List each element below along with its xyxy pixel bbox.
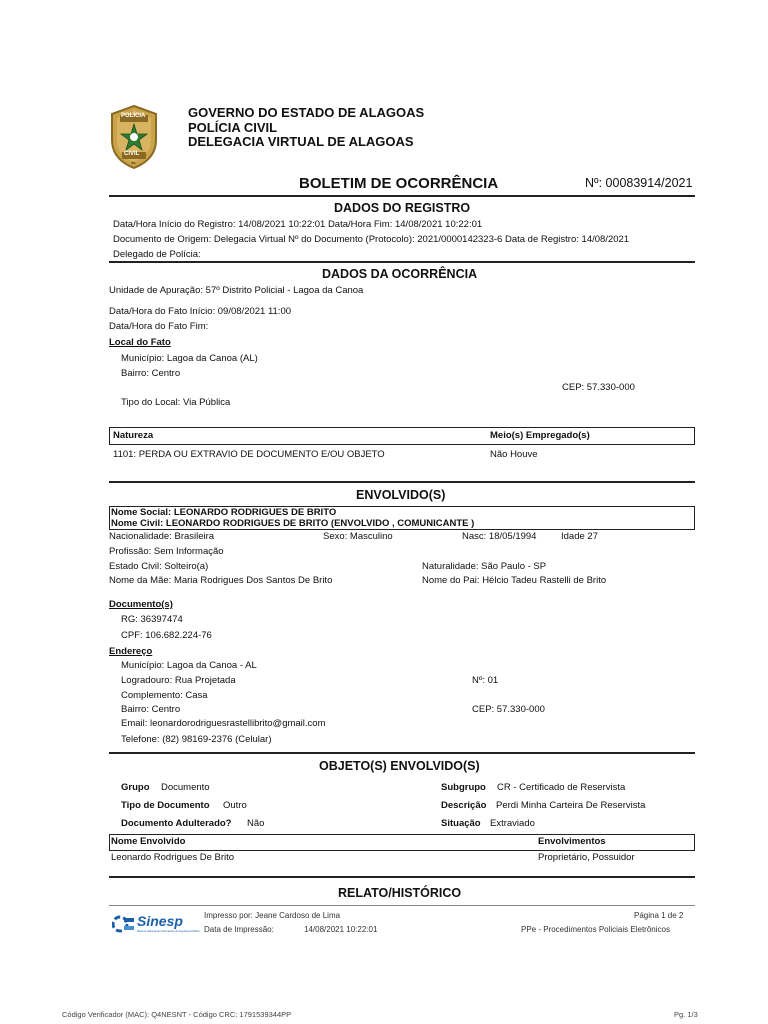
local-municipio: Município: Lagoa da Canoa (AL) [121,353,258,364]
divider [109,752,695,754]
endereco-title: Endereço [109,646,153,657]
email: Email: leonardorodriguesrastellibrito@gmail.com [121,718,326,729]
rg: RG: 36397474 [121,614,183,625]
section-registro: DADOS DO REGISTRO [334,201,471,215]
sexo: Sexo: Masculino [323,531,393,542]
estado-civil: Estado Civil: Solteiro(a) [109,561,209,572]
documentos-title: Documento(s) [109,599,173,610]
data-impressao-label: Data de Impressão: [204,925,274,934]
situacao-value: Extraviado [490,818,535,829]
local-cep: CEP: 57.330-000 [562,382,635,393]
cpf: CPF: 106.682.224-76 [121,630,212,641]
page-count: Pg. 1/3 [674,1010,698,1019]
codigo-verificador: Código Verificador (MAC): Q4NESNT - Código CRC: 1791539344PP [62,1010,292,1019]
natureza-value: 1101: PERDA OU EXTRAVIO DE DOCUMENTO E/OU OBJETO [113,449,385,460]
data-impressao-value: 14/08/2021 10:22:01 [304,925,378,934]
divider [109,481,695,483]
sinesp-logo-subtitle: Sistema Nacional de Informações de Segurança Pública [137,930,200,933]
endereco-municipio: Município: Lagoa da Canoa - AL [121,660,257,671]
badge-small-text: AL [131,160,137,165]
fato-fim: Data/Hora do Fato Fim: [109,321,209,332]
registro-delegado: Delegado de Polícia: [113,249,201,260]
ppe-text: PPe - Procedimentos Policiais Eletrônicos [521,925,670,934]
header-policia: POLÍCIA CIVIL [188,120,278,135]
adulterado-label: Documento Adulterado? [121,818,232,829]
section-objetos: OBJETO(S) ENVOLVIDO(S) [319,759,480,773]
header-government: GOVERNO DO ESTADO DE ALAGOAS [188,105,425,120]
impresso-por: Impresso por: Jeane Cardoso de Lima [204,911,341,920]
registro-datas: Data/Hora Início do Registro: 14/08/2021 10:22:01 Data/Hora Fim: 14/08/2021 10:22:01 [113,219,483,230]
descricao-value: Perdi Minha Carteira De Reservista [496,800,646,811]
divider [109,876,695,878]
profissao: Profissão: Sem Informação [109,546,224,557]
nome-pai: Nome do Pai: Hélcio Tadeu Rastelli de Brito [422,575,607,586]
logradouro: Logradouro: Rua Projetada [121,675,236,686]
badge-top-text: POLÍCIA [121,113,146,119]
nome-social: Nome Social: LEONARDO RODRIGUES DE BRITO [111,507,337,518]
descricao-label: Descrição [441,800,487,811]
meios-value: Não Houve [490,449,538,460]
endereco-numero: Nº: 01 [472,675,499,686]
nome-envolvido-value: Leonardo Rodrigues De Brito [111,852,235,863]
header-delegacia: DELEGACIA VIRTUAL DE ALAGOAS [188,134,414,149]
envolvimentos-value: Proprietário, Possuidor [538,852,635,863]
natureza-header-box [109,427,695,445]
fato-inicio: Data/Hora do Fato Início: 09/08/2021 11:00 [109,306,292,317]
nome-mae: Nome da Mãe: Maria Rodrigues Dos Santos De Brito [109,575,333,586]
registro-origem: Documento de Origem: Delegacia Virtual Nº do Documento (Protocolo): 2021/0000142323-6 Data de Registro: 14/08/2021 [113,234,630,245]
local-fato-title: Local do Fato [109,337,171,348]
nascimento: Nasc: 18/05/1994 [462,531,537,542]
subgrupo-label: Subgrupo [441,782,486,793]
adulterado-value: Não [247,818,265,829]
sinesp-logo-text: Sinesp [137,913,183,929]
natureza-header: Natureza [113,430,154,441]
endereco-cep: CEP: 57.330-000 [472,704,545,715]
naturalidade: Naturalidade: São Paulo - SP [422,561,547,572]
nacionalidade: Nacionalidade: Brasileira [109,531,215,542]
idade: Idade 27 [561,531,598,542]
nome-civil: Nome Civil: LEONARDO RODRIGUES DE BRITO (ENVOLVIDO , COMUNICANTE ) [111,518,475,529]
page-title: BOLETIM DE OCORRÊNCIA [299,175,499,192]
nome-envolvido-header: Nome Envolvido [111,836,186,847]
envolvidos-header-box [109,834,695,851]
sinesp-logo-icon [112,912,136,936]
tipo-documento-value: Outro [223,800,247,811]
section-envolvidos: ENVOLVIDO(S) [356,488,446,502]
divider [109,261,695,263]
grupo-value: Documento [161,782,210,793]
subgrupo-value: CR - Certificado de Reservista [497,782,626,793]
tipo-documento-label: Tipo de Documento [121,800,210,811]
local-bairro: Bairro: Centro [121,368,181,379]
section-relato: RELATO/HISTÓRICO [338,886,462,900]
telefone: Telefone: (82) 98169-2376 (Celular) [121,734,272,745]
tipo-local: Tipo do Local: Via Pública [121,397,231,408]
footer-rule [109,905,695,906]
document-number: Nº: 00083914/2021 [585,176,693,190]
endereco-bairro: Bairro: Centro [121,704,181,715]
complemento: Complemento: Casa [121,690,208,701]
envolvimentos-header: Envolvimentos [538,836,606,847]
badge-bottom-text: CIVIL [124,151,140,157]
grupo-label: Grupo [121,782,150,793]
pagina: Página 1 de 2 [634,911,684,920]
divider [109,195,695,197]
meios-header: Meio(s) Empregado(s) [490,430,590,441]
section-ocorrencia: DADOS DA OCORRÊNCIA [322,267,478,281]
situacao-label: Situação [441,818,481,829]
unidade-apuracao: Unidade de Apuração: 57º Distrito Policial - Lagoa da Canoa [109,285,364,296]
